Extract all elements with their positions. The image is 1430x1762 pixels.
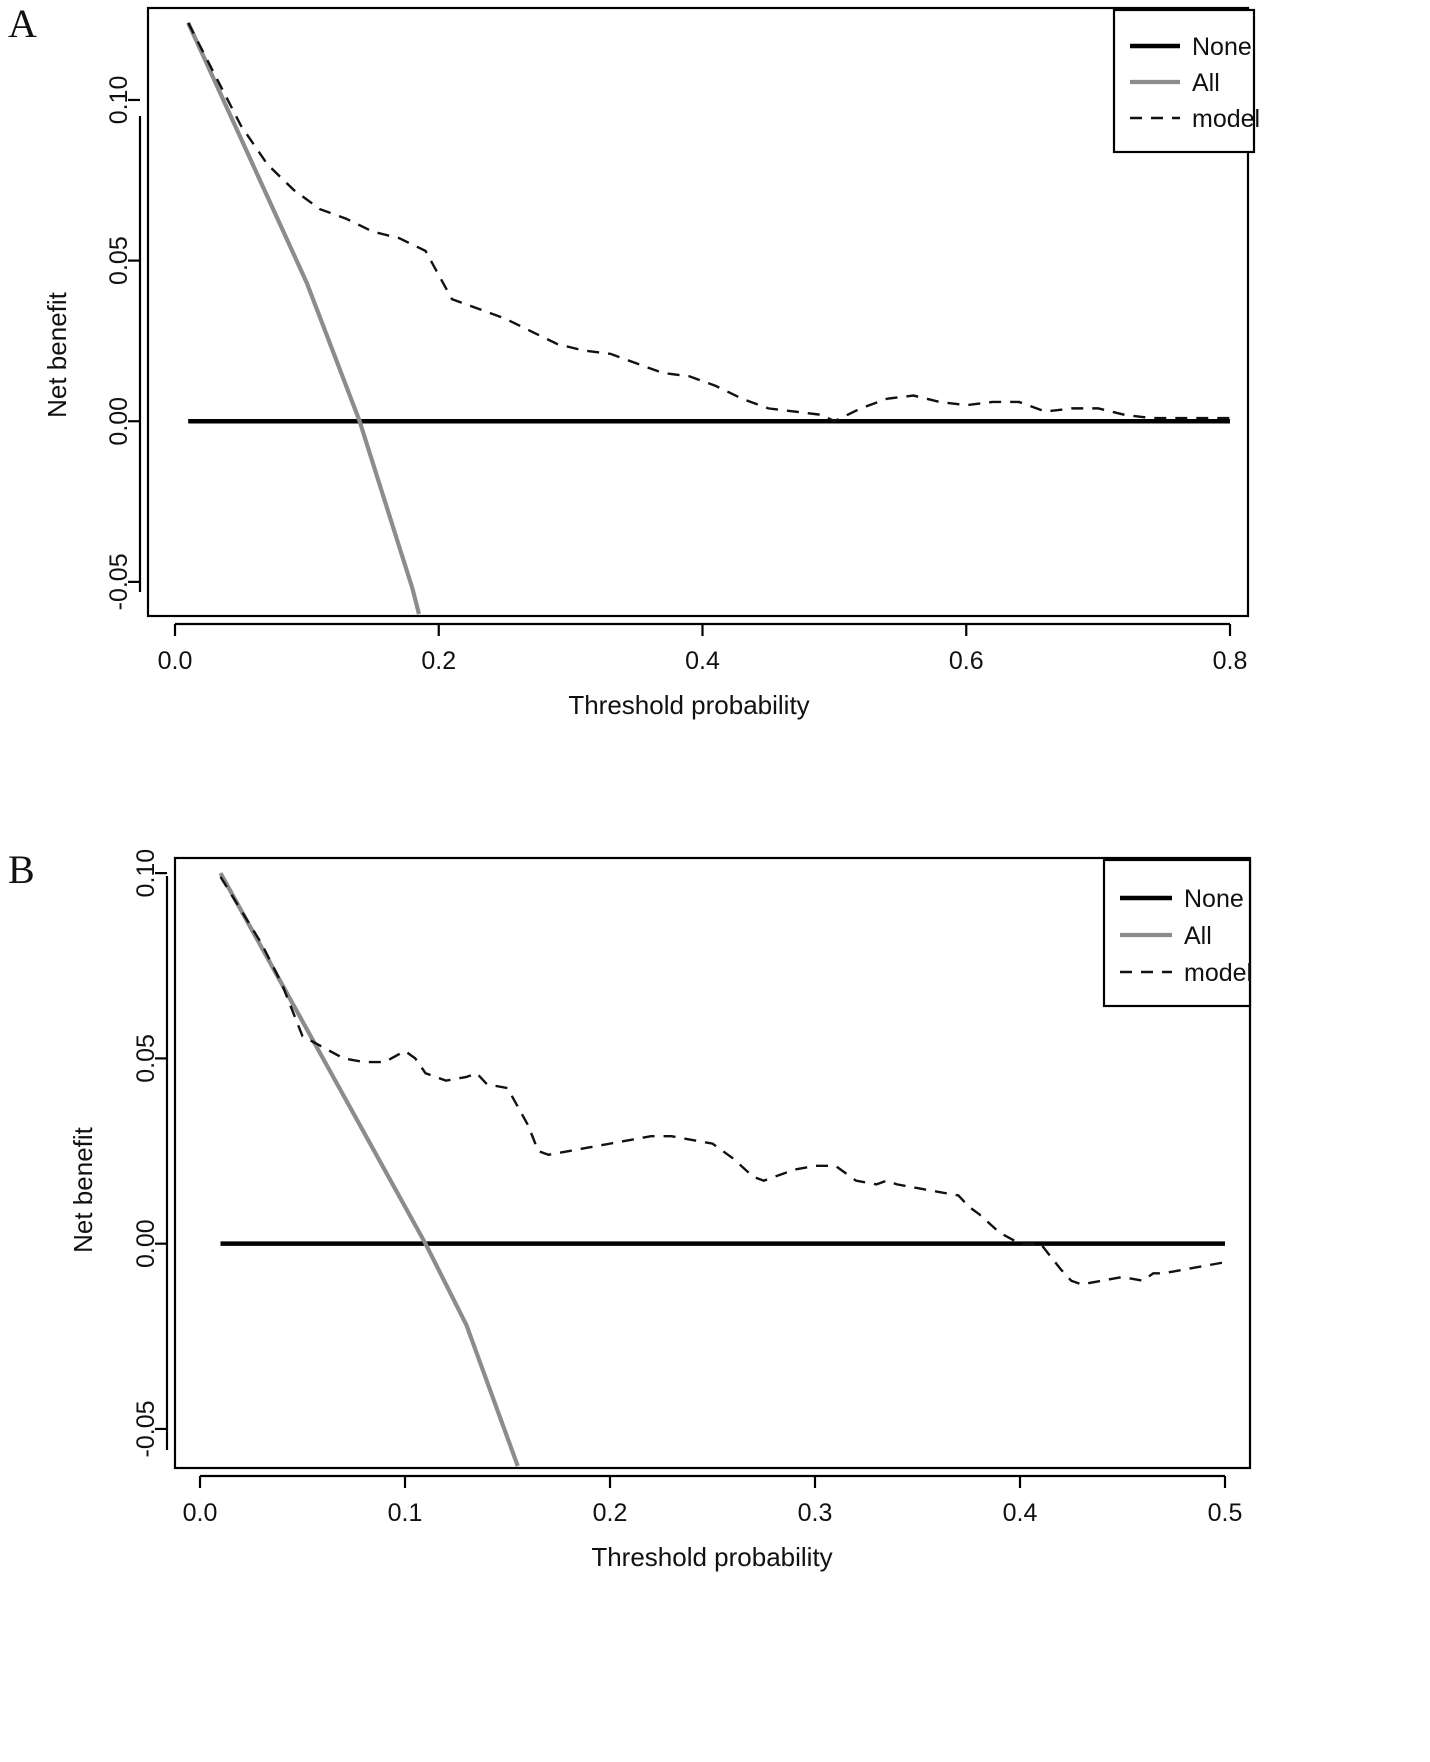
x-tick-label: 0.6 (948, 647, 984, 675)
axis-ticks-a (128, 100, 1230, 636)
x-tick-label: 0.4 (1002, 1499, 1038, 1527)
legend-label-none-b: None (1184, 885, 1244, 913)
x-tick-label: 0.0 (182, 1499, 218, 1527)
series-all-a (188, 23, 419, 614)
y-tick-label: 0.00 (132, 1219, 160, 1269)
panel-b-letter: B (8, 847, 35, 892)
y-tick-label: 0.05 (105, 236, 133, 285)
x-tick-label: 0.0 (157, 647, 193, 675)
x-axis-title-b: Threshold probability (591, 1542, 833, 1572)
x-tick-label: 0.3 (797, 1499, 833, 1527)
y-tick-label: -0.05 (105, 553, 133, 611)
x-tick-label: 0.2 (592, 1499, 628, 1527)
y-tick-label: -0.05 (132, 1400, 160, 1458)
decision-curve-chart-a (0, 0, 1430, 800)
panel-b (0, 840, 1430, 1760)
y-tick-label: 0.05 (132, 1034, 160, 1083)
legend-label-model-a: model (1192, 105, 1261, 133)
x-tick-label: 0.1 (387, 1499, 423, 1527)
y-axis-title-a: Net benefit (42, 292, 72, 418)
x-tick-label: 0.8 (1212, 647, 1248, 675)
y-axis-title-b: Net benefit (68, 1127, 98, 1253)
x-tick-label: 0.2 (421, 647, 457, 675)
series-model-a (188, 23, 1230, 421)
y-tick-label: 0.00 (105, 396, 133, 446)
legend-label-all-b: All (1184, 922, 1212, 950)
legend-label-all-a: All (1192, 69, 1220, 97)
panel-a-letter: A (8, 1, 37, 46)
axis-tick-labels-b (132, 849, 1242, 1527)
legend-label-none-a: None (1192, 33, 1252, 61)
legend-label-model-b: model (1184, 959, 1253, 987)
axis-ticks-b (155, 873, 1225, 1488)
series-all-b (221, 873, 518, 1466)
x-tick-label: 0.5 (1207, 1499, 1243, 1527)
x-tick-label: 0.4 (685, 647, 720, 675)
x-axis-title-a: Threshold probability (568, 690, 810, 720)
panel-a (0, 0, 1430, 800)
y-tick-label: 0.10 (105, 75, 133, 125)
plot-area-border-b (175, 858, 1253, 1468)
y-tick-label: 0.10 (132, 848, 160, 898)
series-model-b (221, 877, 1226, 1285)
legend-b (1104, 860, 1252, 1006)
decision-curve-chart-b (0, 840, 1430, 1760)
plot-area-border-a (148, 8, 1248, 616)
legend-a (1114, 10, 1260, 152)
